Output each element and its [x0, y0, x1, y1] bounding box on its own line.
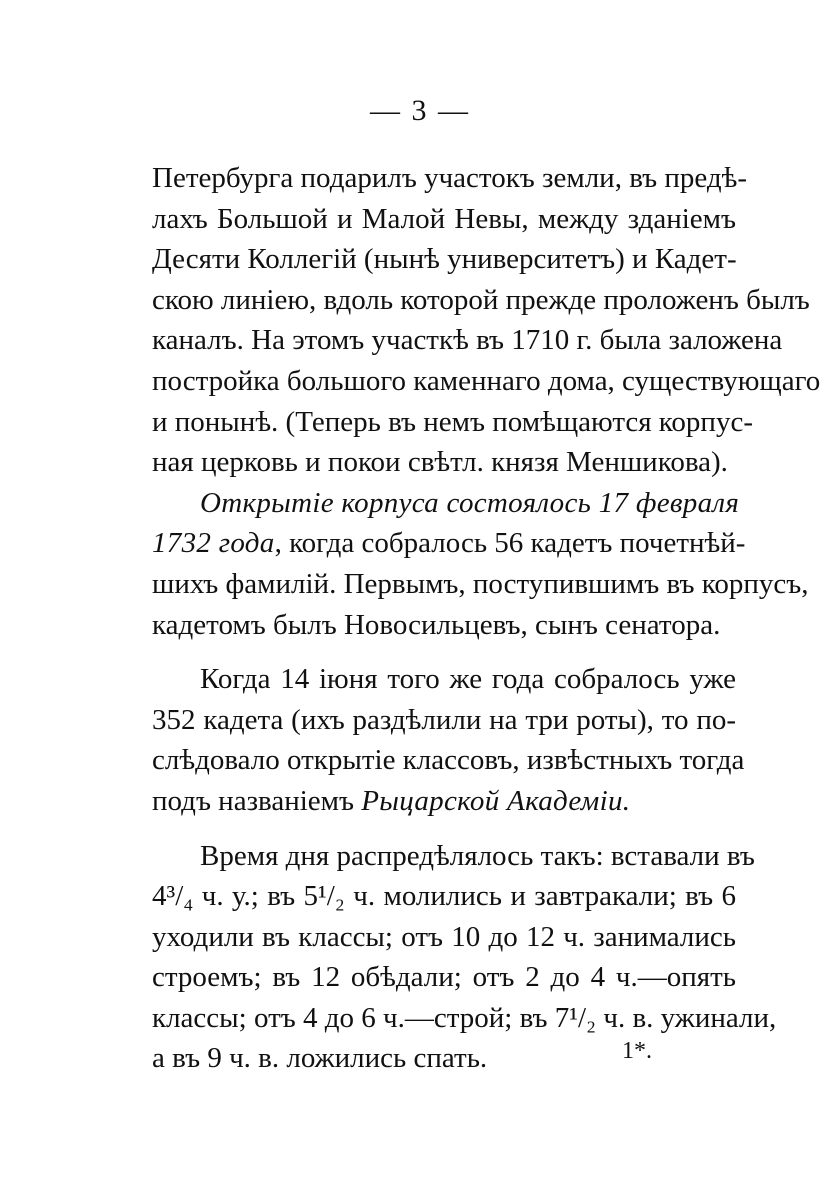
text-line: Когда 14 іюня того же года собралось уже — [200, 663, 736, 696]
text-line: Десяти Коллегій (нынѣ университетъ) и Кадет- — [152, 243, 737, 276]
text-line: слѣдовало открытіе классовъ, извѣстныхъ тогда — [152, 744, 745, 777]
paragraph-1 — [152, 158, 821, 483]
text-line — [152, 523, 746, 564]
text-line: постройка большого каменнаго дома, существующаго — [152, 364, 821, 397]
paragraph-2 — [152, 483, 809, 645]
body-text — [152, 158, 821, 1079]
text-line: шихъ фамилій. Первымъ, поступившимъ въ корпусъ, — [152, 567, 809, 600]
text-line: скою линіею, вдоль которой прежде проложенъ былъ — [152, 283, 810, 316]
text-line: и понынѣ. (Теперь въ немъ помѣщаются корпус- — [152, 405, 753, 438]
text-run: подъ названіемъ — [152, 784, 362, 817]
text-line-italic: Открытіе корпуса состоялось 17 февраля — [200, 486, 740, 519]
text-run: , когда собралось 56 кадетъ почетнѣй- — [274, 527, 746, 560]
italic-phrase: Рыцарской Академіи. — [361, 784, 631, 817]
text-line: лахъ Большой и Малой Невы, между зданіемъ — [152, 202, 736, 235]
text-line: строемъ; въ 12 обѣдали; отъ 2 до 4 ч.—опять — [152, 961, 736, 994]
paragraph-3 — [152, 659, 745, 821]
text-line: Время дня распредѣлялось такъ: вставали въ — [200, 839, 755, 872]
text-line: 4³/₄ ч. у.; въ 5¹/₂ ч. молились и завтракали; въ 6 — [152, 880, 736, 913]
text-line: Петербурга подарилъ участокъ земли, въ предѣ- — [152, 162, 748, 194]
text-line: а въ 9 ч. в. ложились спать. — [152, 1042, 488, 1075]
italic-phrase: 1732 года — [152, 527, 275, 560]
text-line: кадетомъ былъ Новосильцевъ, сынъ сенатора. — [152, 608, 721, 641]
text-line: ная церковь и покои свѣтл. князя Меншикова). — [152, 446, 728, 479]
text-line: уходили въ классы; отъ 10 до 12 ч. занимались — [152, 920, 736, 953]
text-line: 352 кадета (ихъ раздѣлили на три роты), то по- — [152, 703, 736, 736]
page-number: — 3 — — [370, 94, 470, 127]
signature-mark: 1*. — [622, 1038, 652, 1064]
text-line: каналъ. На этомъ участкѣ въ 1710 г. была заложена — [152, 324, 783, 357]
text-line — [152, 781, 736, 822]
text-line: классы; отъ 4 до 6 ч.—строй; въ 7¹/₂ ч. в. ужинали, — [152, 1001, 777, 1034]
